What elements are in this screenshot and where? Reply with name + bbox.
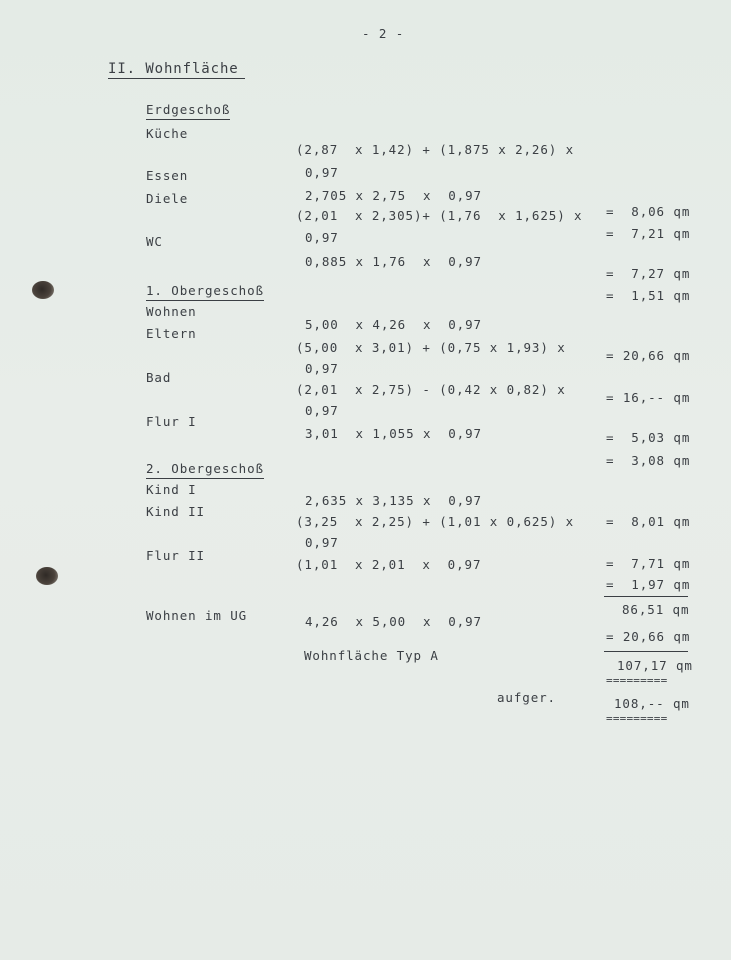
result-wohnen-ug: = 20,66 qm [606,629,691,644]
result-essen: = 8,06 qm [606,204,691,219]
sum-rule [604,596,688,597]
section-title: II. Wohnfläche [108,62,245,79]
result-flur1: = 3,08 qm [606,453,691,468]
punch-hole-top [32,281,54,299]
label-aufger: aufger. [497,690,556,705]
total-double-underline: ========= [606,674,668,687]
room-label-flur1: Flur I [146,414,197,429]
final-double-underline: ========= [606,712,668,725]
formula-bad-factor: 0,97 [305,403,339,418]
formula-flur2: (1,01 x 2,01 x 0,97 [296,557,482,572]
formula-kueche: (2,87 x 1,42) + (1,875 x 2,26) x [296,142,575,157]
result-kind1: = 8,01 qm [606,514,691,529]
room-label-kind1: Kind I [146,482,197,497]
floor-heading-eg: Erdgeschoß [146,104,230,120]
formula-wohnen-ug: 4,26 x 5,00 x 0,97 [305,614,482,629]
room-label-wohnen: Wohnen [146,304,197,319]
formula-bad: (2,01 x 2,75) - (0,42 x 0,82) x [296,382,566,397]
formula-diele: (2,01 x 2,305)+ (1,76 x 1,625) x [296,208,583,223]
result-flur2: = 1,97 qm [606,577,691,592]
formula-wohnen: 5,00 x 4,26 x 0,97 [305,317,482,332]
formula-eltern-factor: 0,97 [305,361,339,376]
result-eltern: = 16,-- qm [606,390,691,405]
result-wc: = 1,51 qm [606,288,691,303]
room-label-kueche: Küche [146,126,189,141]
formula-essen: 2,705 x 2,75 x 0,97 [305,188,482,203]
room-label-essen: Essen [146,168,189,183]
floor-heading-og1: 1. Obergeschoß [146,285,264,301]
room-label-diele: Diele [146,191,189,206]
result-wohnen: = 20,66 qm [606,348,691,363]
total-rule [604,651,688,652]
formula-eltern: (5,00 x 3,01) + (0,75 x 1,93) x [296,340,566,355]
formula-kind2-factor: 0,97 [305,535,339,550]
room-label-flur2: Flur II [146,548,205,563]
formula-flur1: 3,01 x 1,055 x 0,97 [305,426,482,441]
result-total: 107,17 qm [617,658,693,673]
result-kind2: = 7,71 qm [606,556,691,571]
formula-diele-factor: 0,97 [305,230,339,245]
result-final: 108,-- qm [614,696,690,711]
room-label-wohnen-ug: Wohnen im UG [146,608,248,623]
formula-kind2: (3,25 x 2,25) + (1,01 x 0,625) x [296,514,575,529]
room-label-eltern: Eltern [146,326,197,341]
punch-hole-bottom [36,567,58,585]
result-bad: = 5,03 qm [606,430,691,445]
room-label-kind2: Kind II [146,504,205,519]
result-subtotal: 86,51 qm [622,602,690,617]
formula-kind1: 2,635 x 3,135 x 0,97 [305,493,482,508]
formula-wc: 0,885 x 1,76 x 0,97 [305,254,482,269]
floor-heading-og2: 2. Obergeschoß [146,463,264,479]
page-number: - 2 - [362,26,405,41]
result-kueche-diele: = 7,27 qm [606,266,691,281]
room-label-bad: Bad [146,370,172,385]
formula-kueche-factor: 0,97 [305,165,339,180]
label-wohnflaeche-typ: Wohnfläche Typ A [304,648,439,663]
result-diele: = 7,21 qm [606,226,691,241]
room-label-wc: WC [146,234,163,249]
